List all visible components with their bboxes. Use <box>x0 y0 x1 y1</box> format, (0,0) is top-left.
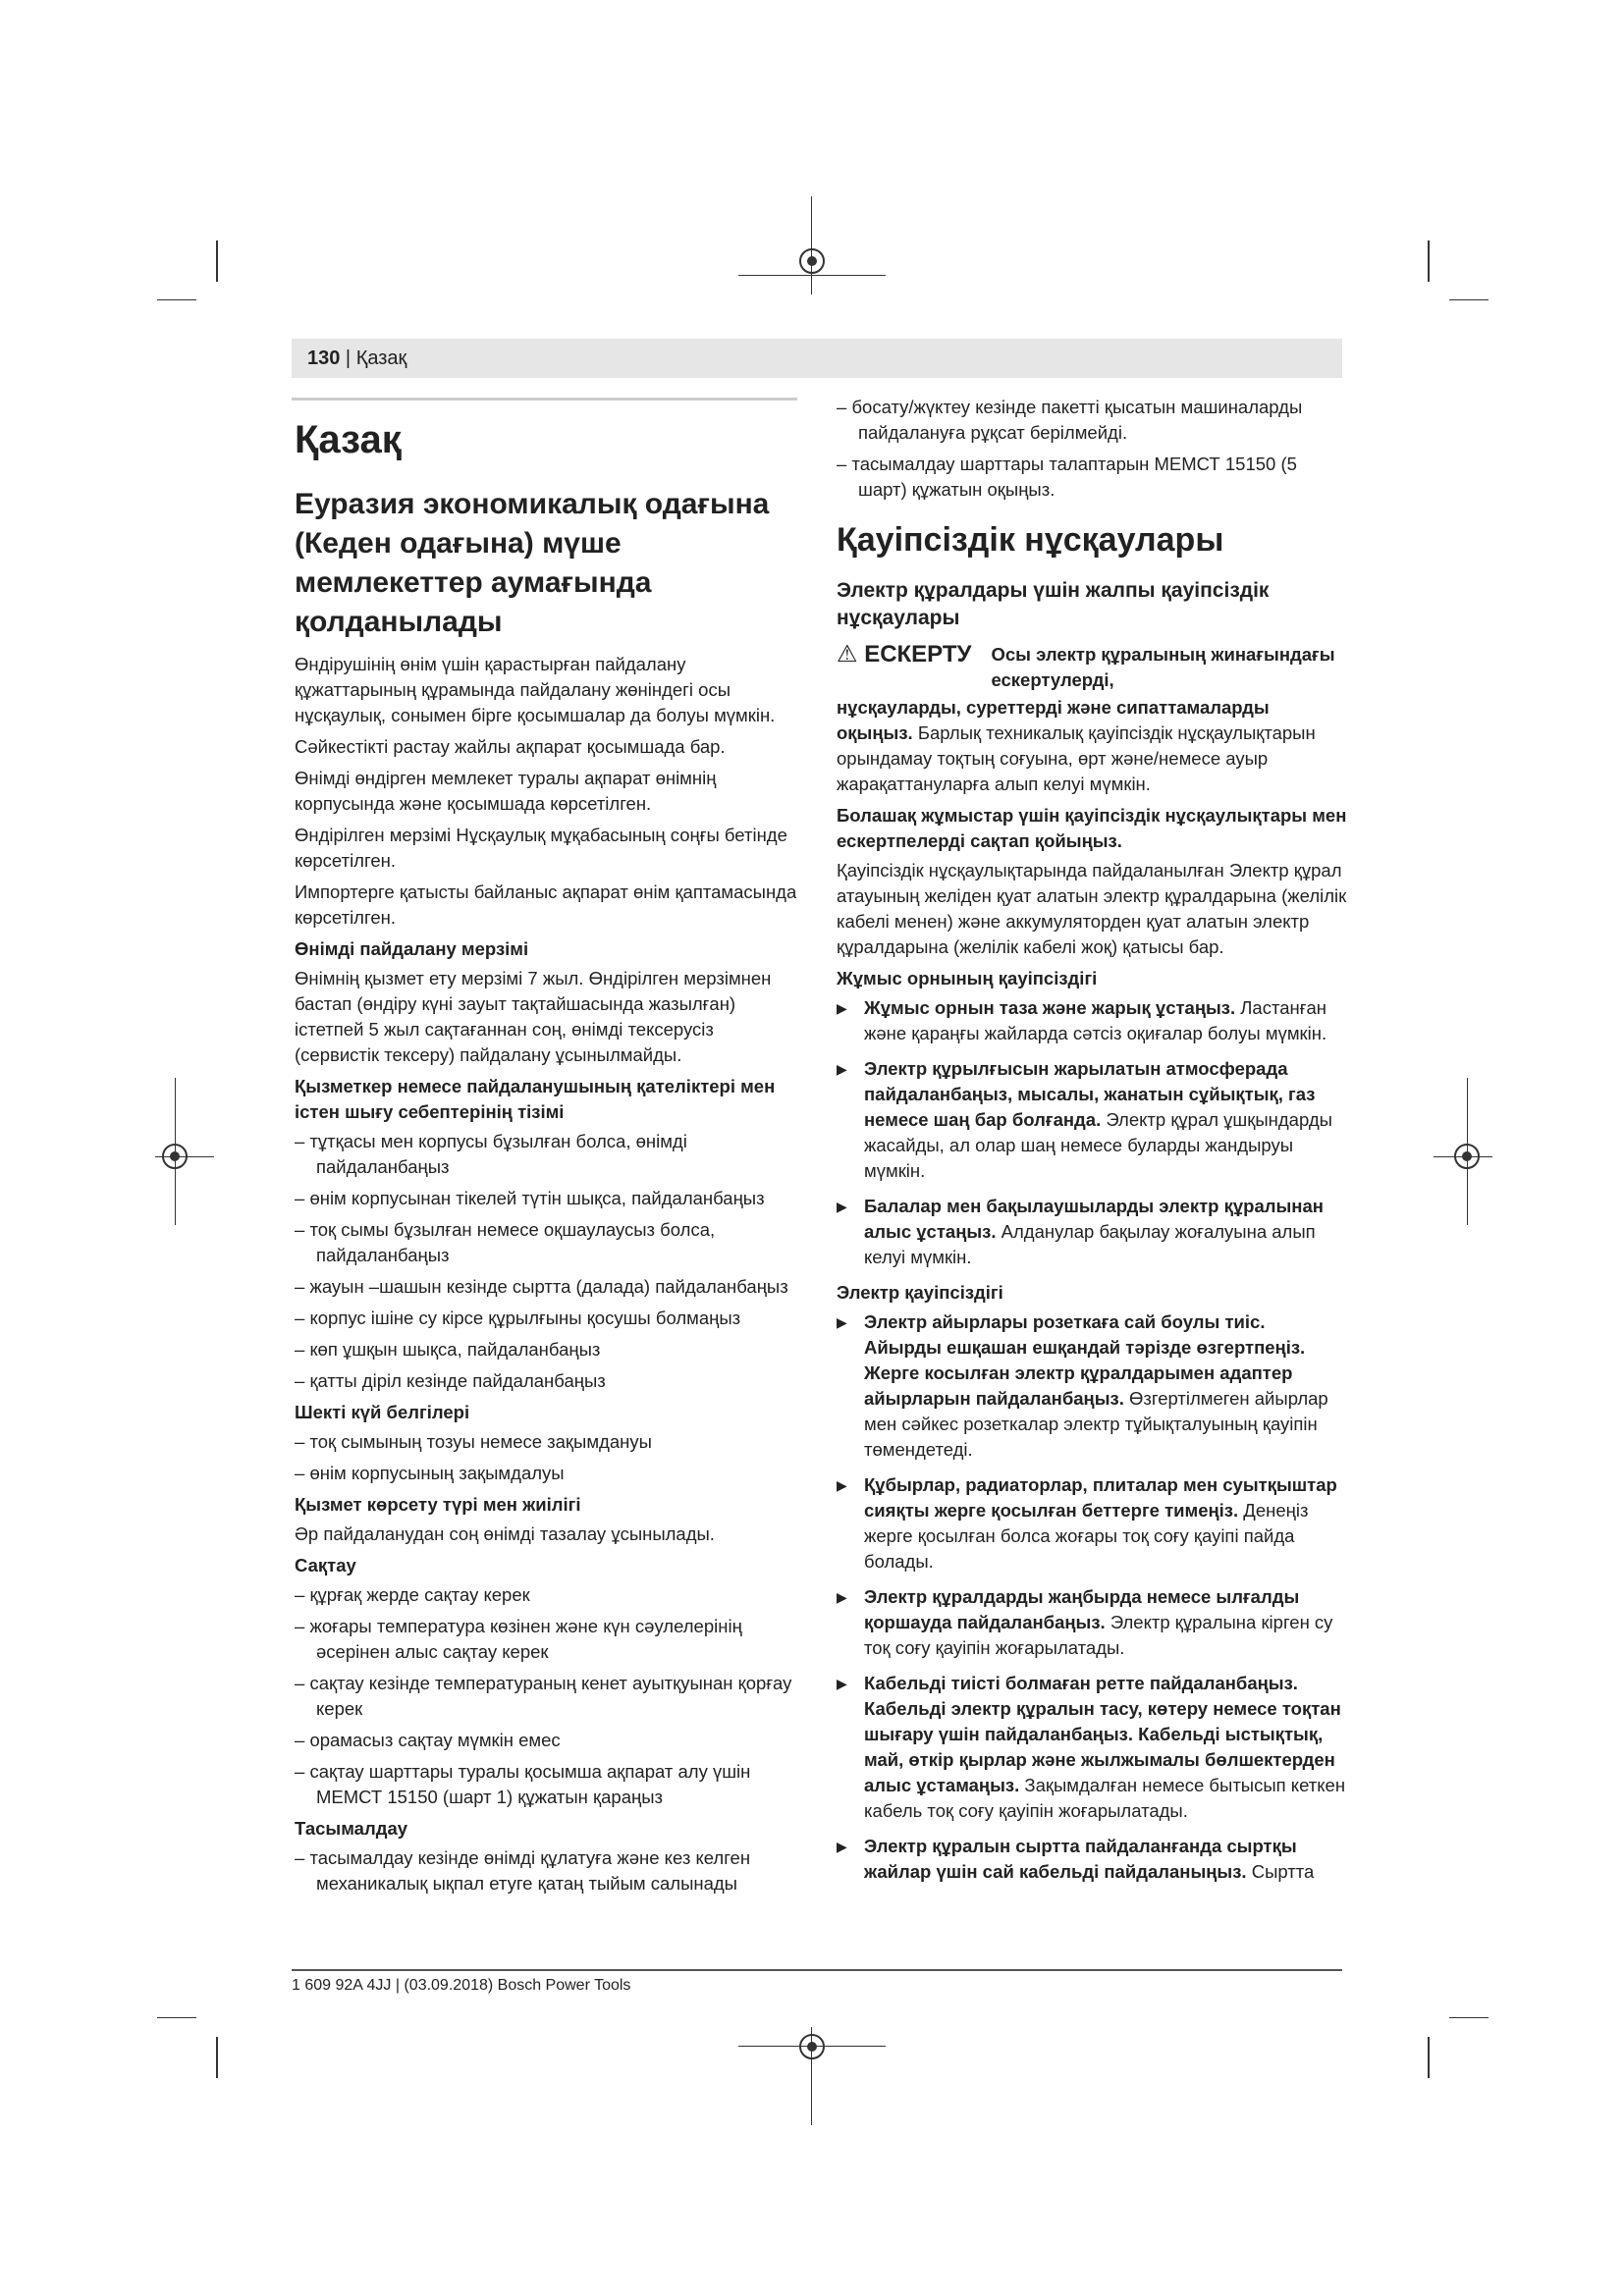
page-title: Қазақ <box>295 418 402 461</box>
item-text: Алданулар бақылау жоғалуына алып келуі мүмкін. <box>864 1221 1316 1267</box>
header-section: Қазақ <box>355 347 407 369</box>
right-column <box>837 395 1347 1895</box>
page-footer: 1 609 92A 4JJ | (03.09.2018) Bosch Power Tools <box>292 1969 1342 1995</box>
item-bold: Электр құралдарды жаңбырда немесе ылғалды қоршауда пайдаланбаңыз. <box>864 1586 1300 1632</box>
warning-text: Барлық техникалық қауіпсіздік нұсқаулықтарын орындамау тоқтың соғуына, өрт және/немесе ауыр жарақаттануларға алып келуі мүмкін. <box>837 722 1316 794</box>
subheading: Қызметкер немесе пайдаланушының қателіктері мен істен шығу себептерінің тізімі <box>295 1076 776 1122</box>
intro-text: Сәйкестікті растау жайлы ақпарат қосымшада бар. <box>295 736 726 757</box>
subheading: Сақтау <box>295 1555 356 1575</box>
subheading: Тасымалдау <box>295 1818 408 1839</box>
list-item: – жауын –шашын кезінде сыртта (далада) пайдаланбаңыз <box>295 1274 800 1300</box>
list <box>295 1582 800 1810</box>
list-item: – өнім корпусынан тікелей түтін шықса, пайдаланбаңыз <box>295 1186 800 1211</box>
subheading: Электр қауіпсіздігі <box>837 1282 1003 1303</box>
subheading: Жұмыс орнының қауіпсіздігі <box>837 968 1098 988</box>
list-item <box>837 1472 1347 1575</box>
subheading: Қызмет көрсету түрі мен жиілігі <box>295 1494 581 1515</box>
list-item: – тоқ сымы бұзылған немесе оқшаулаусыз болса, пайдаланбаңыз <box>295 1217 800 1268</box>
intro-text: Өнімді өндірген мемлекет туралы ақпарат өнімнің корпусында және қосымшада көрсетілген. <box>295 768 717 814</box>
warning-bold: Осы электр құралының жинағындағы ескертулерді, <box>991 644 1335 690</box>
warning-bold: нұсқауларды, суреттерді және сипаттамаларды оқыңыз. <box>837 697 1270 743</box>
list-item <box>837 1671 1347 1824</box>
list <box>295 1129 800 1394</box>
item-bold: Электр құрылғысын жарылатын атмосферада пайдаланбаңыз, мысалы, жанатын сұйықтық, газ немесе шаң бар болғанда. <box>864 1058 1316 1130</box>
list-item <box>837 1309 1347 1463</box>
item-text: Электр құралына кірген су тоқ соғу қауіпін жоғарылатады. <box>864 1612 1333 1658</box>
list-item <box>837 995 1347 1046</box>
list-item: – босату/жүктеу кезінде пакетті қысатын машиналарды пайдалануға рұқсат берілмейді. <box>837 395 1347 446</box>
page-header: 130 | Қазақ <box>292 339 1342 378</box>
list-item: – өнім корпусының зақымдалуы <box>295 1461 800 1486</box>
list-item <box>837 1194 1347 1270</box>
list-item: – қатты діріл кезінде пайдаланбаңыз <box>295 1368 800 1394</box>
list <box>837 395 1347 503</box>
list-item <box>837 1584 1347 1661</box>
list <box>295 1429 800 1486</box>
registration-target-icon <box>162 1144 188 1169</box>
list-item: – тоқ сымының тозуы немесе зақымдануы <box>295 1429 800 1455</box>
registration-target-icon <box>799 248 825 274</box>
warning-block <box>837 642 1347 693</box>
list-item: – сақтау шарттары туралы қосымша ақпарат алу үшін МЕМСТ 15150 (шарт 1) құжатын қараңыз <box>295 1759 800 1810</box>
subheading: Болашақ жұмыстар үшін қауіпсіздік нұсқаулықтары мен ескертпелерді сақтап қойыңыз. <box>837 805 1347 851</box>
item-text: Денеңіз жерге қосылған болса жоғары тоқ соғу қауіпі пайда болады. <box>864 1500 1309 1572</box>
item-bold: Электр құралын сыртта пайдаланғанда сыртқы жайлар үшін сай кабельді пайдаланыңыз. <box>864 1836 1297 1882</box>
intro-text: Өндірушінің өнім үшін қарастырған пайдалану құжаттарының құрамында пайдалану жөніндегі осы нұсқаулық, сонымен бірге қосымшалар да болуы мүмкін. <box>295 654 776 725</box>
list-item: – орамасыз сақтау мүмкін емес <box>295 1728 800 1753</box>
item-bold: Жұмыс орнын таза және жарық ұстаңыз. <box>864 997 1236 1018</box>
list <box>295 1845 800 1896</box>
paragraph: Өнімнің қызмет ету мерзімі 7 жыл. Өндірілген мерзімнен бастап (өндіру күні зауыт тақтайшасында жазылған) істетпей 5 жыл сақтағаннан соң, өнімді тексерусіз (сервистік тексеру) пайдалану ұсынылмайды. <box>295 968 772 1065</box>
section-subtitle: Электр құралдары үшін жалпы қауіпсіздік нұсқаулары <box>837 579 1270 629</box>
list-item: – көп ұшқын шықса, пайдаланбаңыз <box>295 1337 800 1362</box>
list <box>837 995 1347 1270</box>
subheading: Өнімді пайдалану мерзімі <box>295 938 529 959</box>
item-bold: Балалар мен бақылаушыларды электр құралынан алыс ұстаңыз. <box>864 1196 1324 1242</box>
item-text: Сыртта <box>1251 1861 1315 1882</box>
item-bold: Құбырлар, радиаторлар, плиталар мен суытқыштар сияқты жерге қосылған беттерге тимеңіз. <box>864 1474 1337 1521</box>
section-heading: Еуразия экономикалық одағына (Кеден одағына) мүше мемлекеттер аумағында қолданылады <box>295 488 770 638</box>
registration-target-icon <box>1454 1144 1480 1169</box>
paragraph: Әр пайдаланудан соң өнімді тазалау ұсынылады. <box>295 1523 715 1544</box>
list-item: – сақтау кезінде температураның кенет ауытқуынан қорғау керек <box>295 1671 800 1722</box>
list-item: – құрғақ жерде сақтау керек <box>295 1582 800 1608</box>
item-text: Электр құрал ұшқындарды жасайды, ал олар шаң немесе буларды жандыруы мүмкін. <box>864 1109 1332 1181</box>
registration-target-icon <box>799 2034 825 2059</box>
warning-icon: ⚠ <box>837 641 858 667</box>
list-item <box>837 1056 1347 1184</box>
page-number: 130 <box>307 347 341 369</box>
item-text: Өзгертілмеген айырлар мен сәйкес розеткалар электр тұйықталуының қауіпін төмендетеді. <box>864 1388 1328 1460</box>
item-text: Ластанған және қараңғы жайларда сәтсіз оқиғалар болуы мүмкін. <box>864 997 1327 1043</box>
section-title: Қауіпсіздік нұсқаулары <box>837 521 1224 559</box>
list-item <box>837 1834 1347 1885</box>
item-bold: Электр айырлары розеткаға сай боулы тиіс. Айырды ешқашан ешқандай тәрізде өзгертпеңіз. Жерге косылған электр құралдарымен адаптер айырларын пайдаланбаңыз. <box>864 1311 1306 1409</box>
warning-label-text: ЕСКЕРТУ <box>864 641 972 667</box>
paragraph: Қауіпсіздік нұсқаулықтарында пайдаланылған Электр құрал атауының желіден қуат алатын электр құралдарына (желілік кабелі менен) және аккумуляторден қуат алатын электр құралдарына (желілік кабелі жоқ) қатысы бар. <box>837 860 1347 957</box>
intro-text: Өндірілген мерзімі Нұсқаулық мұқабасының соңғы бетінде көрсетілген. <box>295 825 787 871</box>
list-item: – корпус ішіне су кірсе құрылғыны қосушы болмаңыз <box>295 1306 800 1331</box>
list-item: – тұтқасы мен корпусы бұзылған болса, өнімді пайдаланбаңыз <box>295 1129 800 1180</box>
list <box>837 1309 1347 1885</box>
list-item: – тасымалдау шарттары талаптарын МЕМСТ 15150 (5 шарт) құжатын оқыңыз. <box>837 452 1347 503</box>
list-item: – тасымалдау кезінде өнімді құлатуға және кез келген механикалық ықпал етуге қатаң тыйым салынады <box>295 1845 800 1896</box>
list-item: – жоғары температура көзінен және күн сәулелерінің әсерінен алыс сақтау керек <box>295 1614 800 1665</box>
left-column <box>295 410 800 1902</box>
intro-text: Импортерге қатысты байланыс ақпарат өнім қаптамасында көрсетілген. <box>295 881 797 928</box>
warning-label <box>837 642 971 693</box>
subheading: Шекті күй белгілері <box>295 1402 470 1422</box>
item-bold: Кабельді тиісті болмаған ретте пайдаланбаңыз. Кабельді электр құралын тасу, көтеру немесе тоқтан шығару үшін пайдаланбаңыз. Кабельді ыстықтық, май, өткір қырлар және жылжымалы бөлшектерден алыс ұстамаңыз. <box>864 1673 1341 1795</box>
item-text: Зақымдалған немесе бытысып кеткен кабель тоқ соғу қауіпін жоғарылатады. <box>864 1775 1346 1821</box>
